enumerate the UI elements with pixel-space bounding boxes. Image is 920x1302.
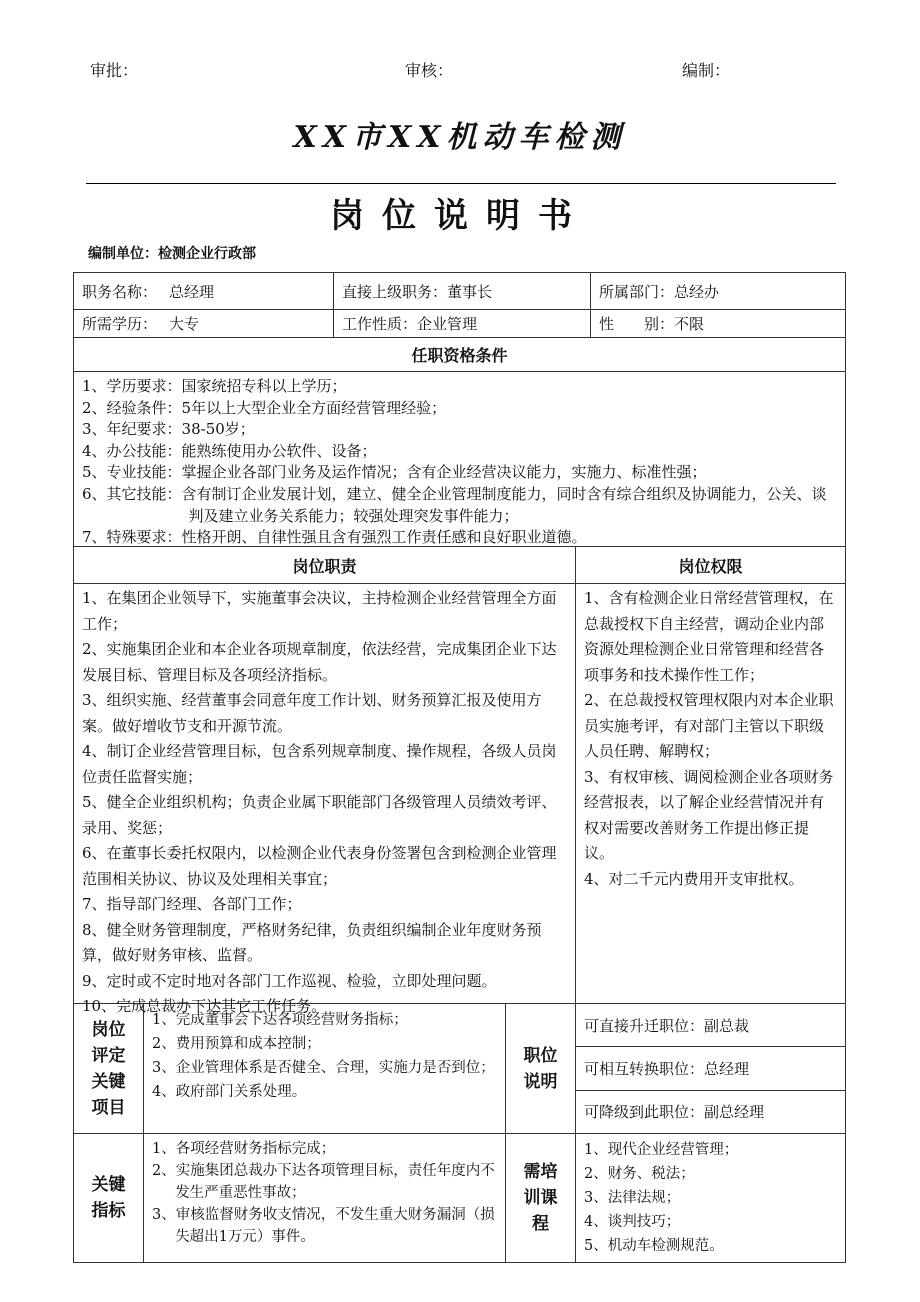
training-item: 1、现代企业经营管理； — [584, 1142, 739, 1158]
position-desc-label: 职位说明 — [506, 1004, 576, 1133]
training-item: 2、财务、税法； — [584, 1166, 695, 1182]
qualifications-header: 任职资格条件 — [411, 346, 508, 365]
duty-item: 2、实施集团企业和本企业各项规章制度，依法经营，完成集团企业下达发展目标、管理目标及各项经济指标。 — [82, 640, 557, 684]
info-row-2 — [74, 310, 845, 338]
qualification-item: 2、经验条件：5年以上大型企业全方面经营管理经验； — [82, 398, 447, 417]
key-indicator-item: 2、实施集团总裁办下达各项管理目标，责任年度内不发生严重恶性事故； — [152, 1163, 495, 1201]
training-item: 3、法律法规； — [584, 1190, 681, 1206]
duty-item: 5、健全企业组织机构；负责企业属下职能部门各级管理人员绩效考评、录用、奖惩； — [82, 793, 557, 837]
approve-label: 审批： — [90, 61, 139, 80]
key-items-row — [74, 1004, 845, 1134]
info-row-1 — [74, 273, 845, 310]
prepare-label: 编制： — [682, 61, 731, 80]
qualification-item: 7、特殊要求：性格开朗、自律性强且含有强烈工作责任感和良好职业道德。 — [82, 528, 587, 547]
duty-item: 3、组织实施、经营董事会同意年度工作计划、财务预算汇报及使用方案。做好增收节支和开源节流。 — [82, 691, 542, 735]
key-indicator-item: 1、各项经营财务指标完成； — [152, 1141, 336, 1157]
key-indicators-label: 关键指标 — [74, 1134, 144, 1262]
key-item: 1、完成董事会下达各项经营财务指标； — [152, 1012, 408, 1028]
duties-list — [74, 584, 576, 1015]
duties-header-row — [74, 547, 845, 584]
training-item: 5、机动车检测规范。 — [584, 1238, 724, 1254]
work-nature-cell: 工作性质：企业管理 — [334, 310, 591, 337]
authority-list — [576, 584, 845, 1003]
document-title: 岗位说明书 — [330, 196, 590, 236]
qualification-item: 5、专业技能：掌握企业各部门业务及运作情况；含有企业经营决议能力，实施力、标准性强； — [82, 463, 707, 482]
key-indicators-row — [74, 1134, 845, 1262]
qualification-item: 4、办公技能：能熟练使用办公软件、设备； — [82, 441, 377, 460]
duty-item: 6、在董事长委托权限内，以检测企业代表身份签署包含到检测企业管理范围相关协议、协议及处理相关事宜； — [82, 844, 557, 888]
education-value: 大专 — [169, 315, 200, 333]
training-list — [576, 1134, 845, 1262]
duties-row — [74, 584, 845, 1015]
review-label: 审核： — [405, 61, 454, 80]
duty-item: 1、在集团企业领导下，实施董事会决议，主持检测企业经营管理全方面工作； — [82, 589, 557, 633]
authority-item: 3、有权审核、调阅检测企业各项财务经营报表，以了解企业经营情况并有权对需要改善财务工作提出修正提议。 — [584, 767, 834, 862]
qualifications-list — [74, 372, 845, 546]
training-item: 4、谈判技巧； — [584, 1214, 681, 1230]
key-indicator-item: 3、审核监督财务收支情况，不发生重大财务漏洞（损失超出1万元）事件。 — [152, 1207, 495, 1245]
position-label: 职务名称： — [82, 282, 158, 301]
authority-item: 4、对二千元内费用开支审批权。 — [584, 869, 804, 888]
position-desc-item: 可降级到此职位：副总经理 — [584, 1103, 765, 1122]
position-desc-item: 可直接升迁职位：副总裁 — [576, 1004, 845, 1047]
position-value: 总经理 — [169, 282, 215, 301]
prepare-unit: 编制单位：检测企业行政部 — [88, 246, 256, 262]
education-label: 所需学历： — [82, 315, 158, 333]
qualifications-row — [74, 372, 845, 547]
key-item: 4、政府部门关系处理。 — [152, 1084, 307, 1100]
duty-item: 7、指导部门经理、各部门工作； — [82, 895, 302, 913]
duty-item: 9、定时或不定时地对各部门工作巡视、检验，立即处理问题。 — [82, 971, 497, 990]
department-cell: 所属部门：总经办 — [599, 282, 720, 301]
title-divider — [86, 183, 836, 184]
position-desc-item: 可相互转换职位：总经理 — [576, 1047, 845, 1090]
key-items-list — [144, 1004, 506, 1133]
duty-item: 4、制订企业经营管理目标，包含系列规章制度、操作规程，各级人员岗位责任监督实施； — [82, 742, 557, 786]
authority-item: 2、在总裁授权管理权限内对本企业职员实施考评，有对部门主管以下职级人员任聘、解聘权； — [584, 691, 834, 760]
superior-cell: 直接上级职务：董事长 — [334, 273, 591, 309]
qualification-item: 1、学历要求：国家统招专科以上学历； — [82, 377, 347, 395]
duty-item: 10、完成总裁办下达其它工作任务。 — [82, 997, 327, 1015]
duties-header: 岗位职责 — [74, 547, 576, 583]
position-desc-list — [576, 1004, 845, 1133]
key-indicators-list — [144, 1134, 506, 1262]
education-cell — [74, 310, 334, 337]
key-items-label: 岗位评定关键项目 — [74, 1004, 144, 1133]
key-item: 2、费用预算和成本控制； — [152, 1036, 321, 1052]
qualification-item: 6、其它技能：含有制订企业发展计划，建立、健全企业管理制度能力，同时含有综合组织及协调能力，公关、谈判及建立业务关系能力；较强处理突发事件能力； — [82, 484, 827, 525]
qualification-item: 3、年纪要求：38-50岁； — [82, 420, 255, 439]
authority-item: 1、含有检测企业日常经营管理权，在总裁授权下自主经营，调动企业内部资源处理检测企业日常管理和经营各项事务和技术操作性工作； — [584, 589, 834, 684]
position-name-cell — [74, 273, 334, 309]
key-item: 3、企业管理体系是否健全、合理，实施力是否到位； — [152, 1060, 495, 1076]
training-label: 需培训课程 — [506, 1134, 576, 1262]
job-description-table — [73, 272, 846, 1263]
authority-header: 岗位权限 — [678, 556, 743, 576]
company-title: XX市XX机动车检测 — [293, 120, 627, 155]
duty-item: 8、健全财务管理制度，严格财务纪律，负责组织编制企业年度财务预算，做好财务审核、监督。 — [82, 920, 542, 964]
qualifications-header-row — [74, 338, 845, 372]
gender-cell: 性 别：不限 — [599, 315, 705, 333]
